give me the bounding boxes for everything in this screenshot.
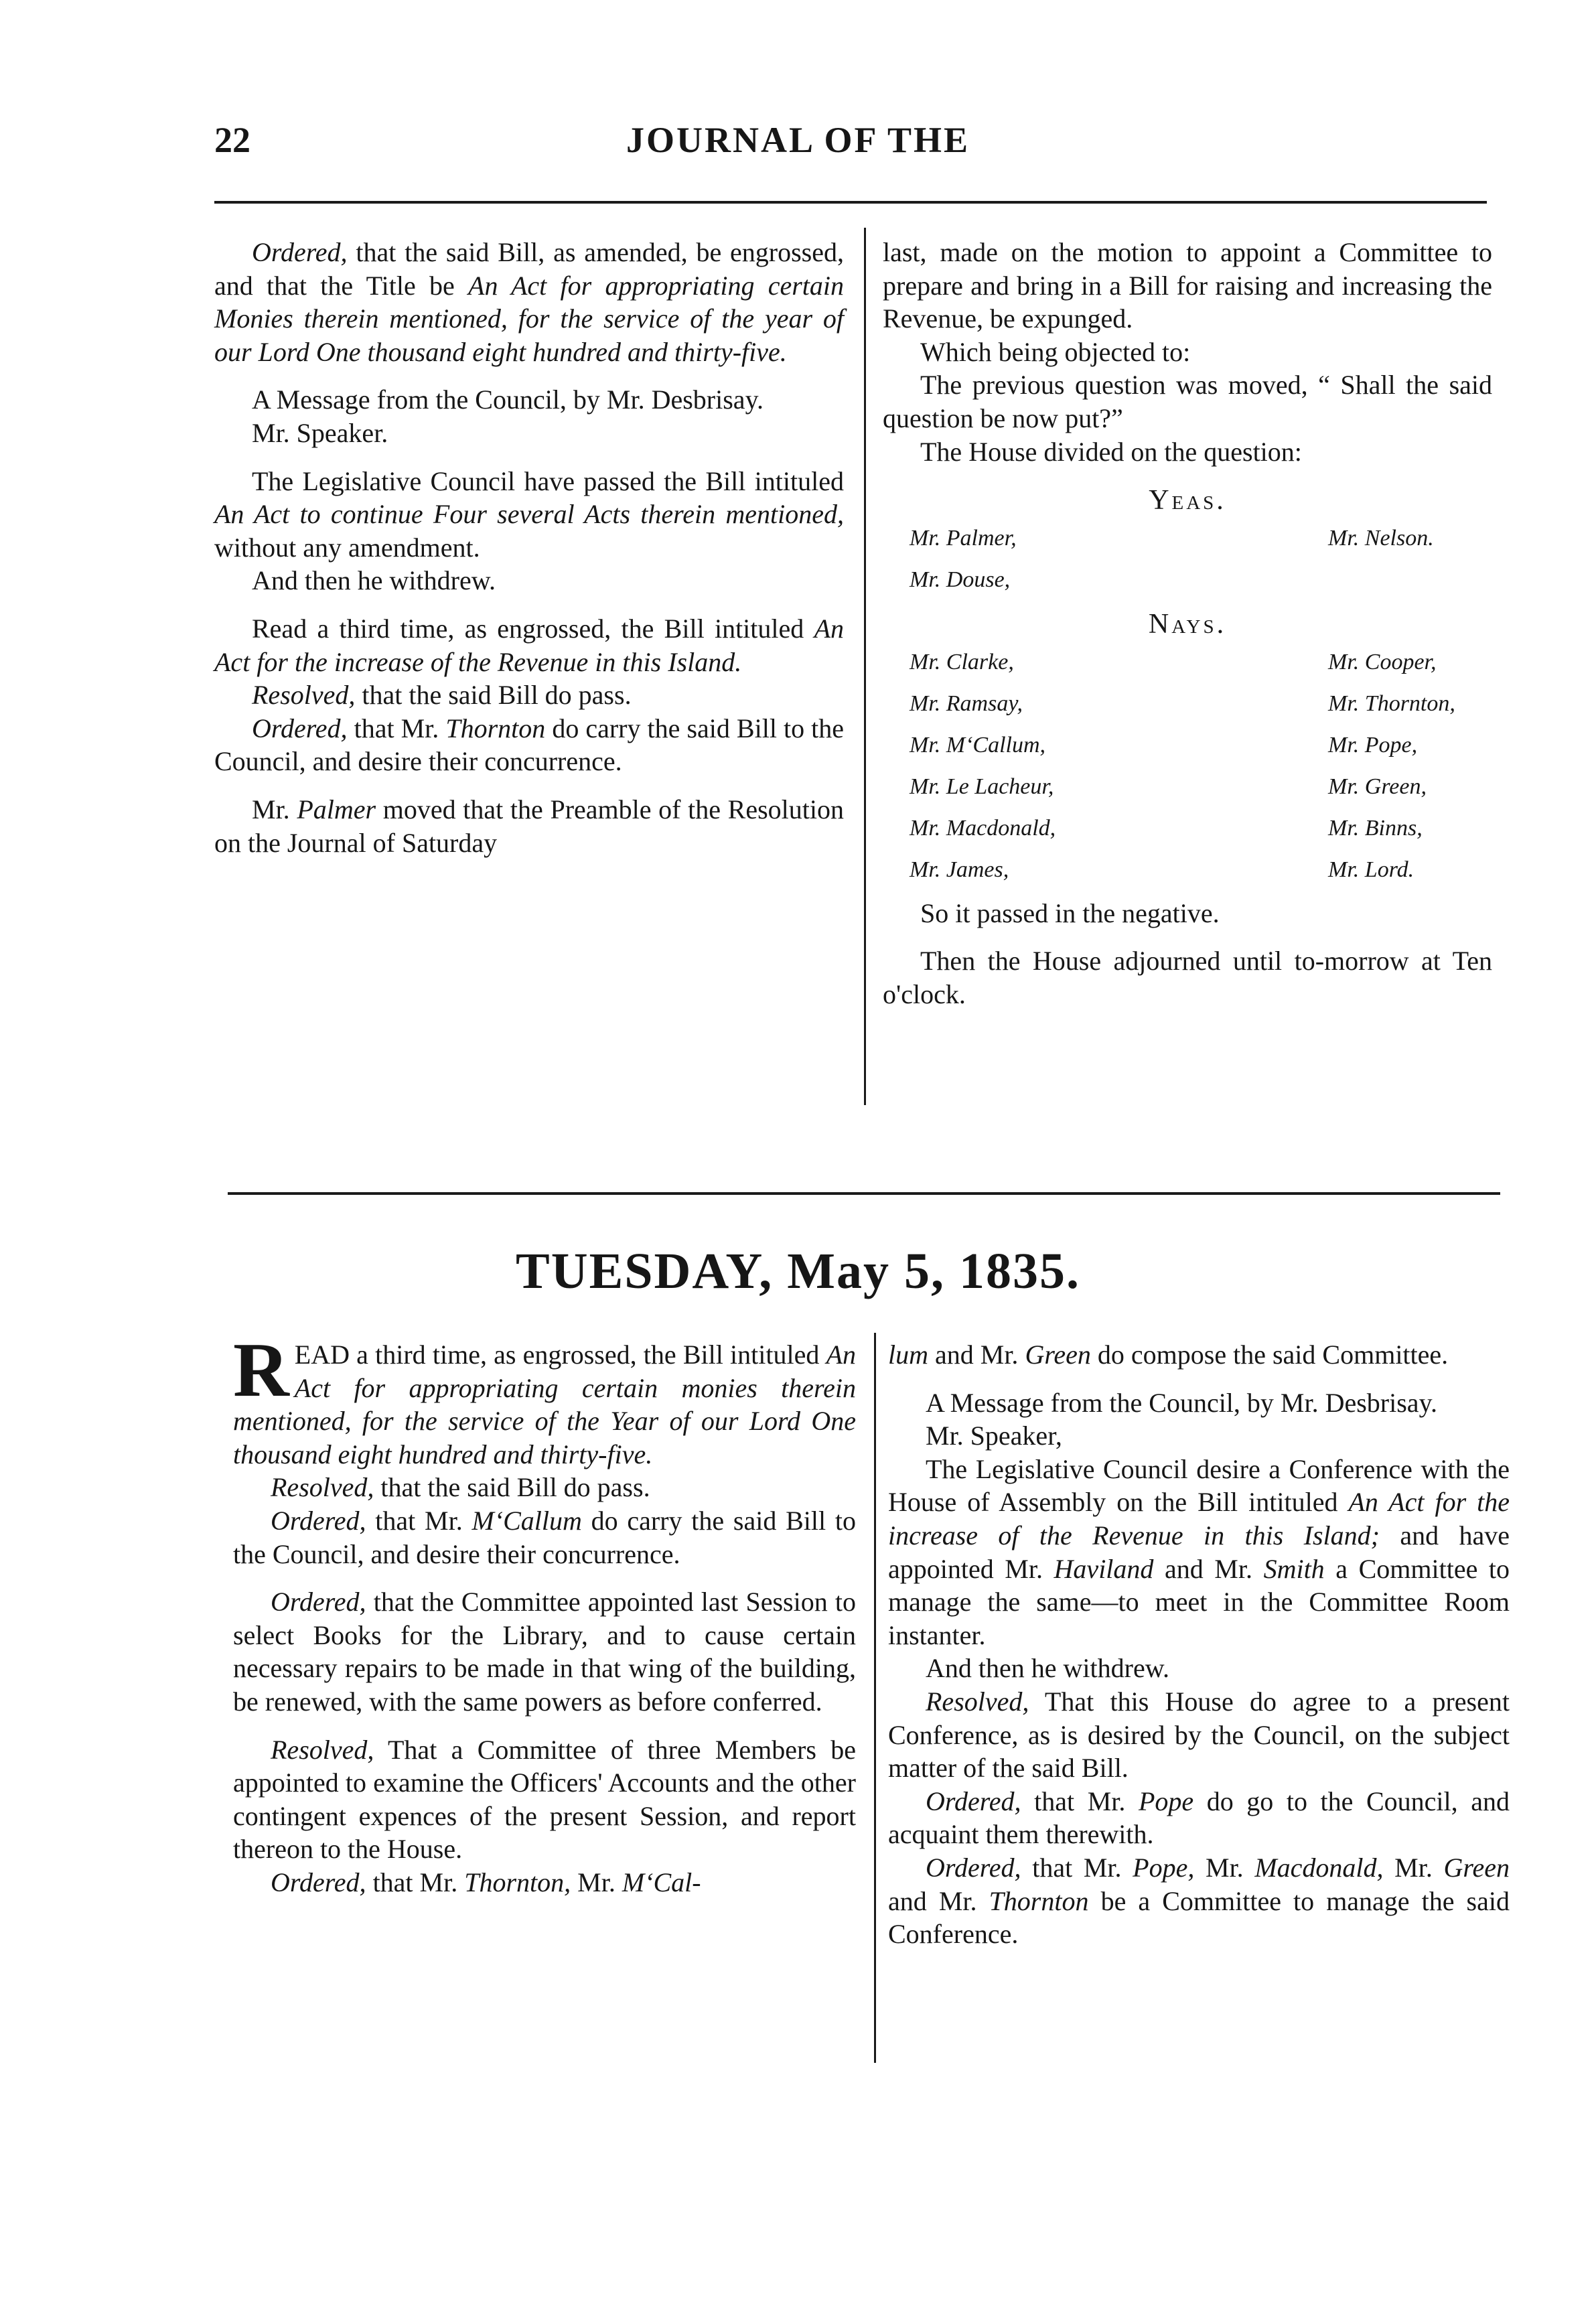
day-heading: TUESDAY, May 5, 1835. bbox=[516, 1243, 1080, 1299]
section-rule bbox=[228, 1192, 1500, 1195]
list-item: Mr. Palmer, bbox=[910, 526, 1017, 551]
list-item: Mr. James, bbox=[910, 857, 1009, 883]
list-item: Mr. Nelson. bbox=[1328, 526, 1434, 551]
list-item: Mr. Clarke, bbox=[910, 649, 1014, 674]
paragraph: The Legislative Council desire a Conference with the House of Assembly on the Bill intituled An Act for the increase of the Revenue in this Island; and have appointed Mr. Haviland and Mr. Smith a Committee to manage the same—to meet in the Committee Room instanter. bbox=[888, 1453, 1510, 1650]
list-item: Mr. Douse, bbox=[910, 567, 1011, 593]
paragraph: Ordered, that Mr. Thornton, Mr. M‘Cal- bbox=[271, 1867, 701, 1897]
list-item: Mr. Lord. bbox=[1328, 857, 1414, 883]
paragraph: Resolved, That a Committee of three Members be appointed to examine the Officers' Accounts and the other contingent expences of the present Session, and report thereon to the House. bbox=[233, 1734, 856, 1865]
paragraph: The previous question was moved, “ Shall the said question be now put?” bbox=[883, 370, 1492, 433]
paragraph: Resolved, That this House do agree to a present Conference, as is desired by the Council, on the subject matter of the said Bill. bbox=[888, 1686, 1510, 1784]
paragraph: lum and Mr. Green do compose the said Committee. bbox=[888, 1340, 1449, 1370]
lower-right-column bbox=[888, 1338, 1510, 1951]
paragraph: A Message from the Council, by Mr. Desbrisay. bbox=[926, 1387, 1437, 1418]
list-item: Mr. M‘Callum, bbox=[910, 732, 1046, 757]
paragraph: Mr. Speaker. bbox=[252, 417, 388, 448]
list-item: Mr. Ramsay, bbox=[910, 691, 1023, 716]
paragraph: Then the House adjourned until to-morrow at Ten o'clock. bbox=[883, 946, 1492, 1009]
paragraph: Read a third time, as engrossed, the Bill intituled An Act for the increase of the Revenue in this Island. bbox=[214, 613, 844, 677]
paragraph: READ a third time, as engrossed, the Bill intituled An Act for appropriating certain monies therein mentioned, for the service of the Year of our Lord One thousand eight hundred and thirty-five. bbox=[233, 1327, 856, 1469]
upper-right-column bbox=[883, 236, 1492, 1025]
paragraph: Which being objected to: bbox=[920, 336, 1191, 367]
upper-left-column bbox=[214, 236, 844, 874]
header-rule bbox=[214, 201, 1487, 204]
list-item: Mr. Green, bbox=[1328, 774, 1427, 800]
page-header bbox=[0, 119, 1596, 173]
lower-left-column bbox=[233, 1327, 856, 1914]
paragraph: And then he withdrew. bbox=[252, 565, 496, 596]
paragraph: So it passed in the negative. bbox=[920, 897, 1220, 928]
paragraph: A Message from the Council, by Mr. Desbrisay. bbox=[252, 384, 764, 415]
list-item: Mr. Binns, bbox=[1328, 816, 1423, 841]
list-item bbox=[1201, 566, 1492, 594]
list-item: Mr. Pope, bbox=[1328, 732, 1418, 757]
drop-cap: R bbox=[233, 1327, 289, 1413]
page-number: 22 bbox=[214, 120, 250, 160]
paragraph: Ordered, that Mr. M‘Callum do carry the said Bill to the Council, and desire their concurrence. bbox=[233, 1505, 856, 1569]
list-item: Mr. Cooper, bbox=[1328, 649, 1437, 674]
running-title: JOURNAL OF THE bbox=[626, 120, 970, 160]
paragraph: And then he withdrew. bbox=[926, 1653, 1169, 1684]
paragraph: Ordered, that Mr. Thornton do carry the said Bill to the Council, and desire their concurrence. bbox=[214, 713, 844, 777]
paragraph: The Legislative Council have passed the Bill intituled An Act to continue Four several Acts therein mentioned, without any amendment. bbox=[214, 465, 844, 563]
nays-heading: Nays. bbox=[1148, 608, 1227, 640]
paragraph: The House divided on the question: bbox=[920, 436, 1302, 467]
list-item: Mr. Le Lacheur, bbox=[910, 774, 1054, 800]
paragraph: Ordered, that the Committee appointed last Session to select Books for the Library, and to cause certain necessary repairs to be made in that wing of the building, be renewed, with the same powers as before conferred. bbox=[233, 1587, 856, 1717]
column-divider bbox=[874, 1333, 876, 2063]
yeas-heading: Yeas. bbox=[1149, 485, 1226, 516]
paragraph: last, made on the motion to appoint a Committee to prepare and bring in a Bill for raising and increasing the Revenue, be expunged. bbox=[883, 237, 1492, 334]
list-item: Mr. Thornton, bbox=[1328, 691, 1455, 716]
paragraph: Ordered, that Mr. Pope do go to the Council, and acquaint them therewith. bbox=[888, 1786, 1510, 1850]
list-item: Mr. Macdonald, bbox=[910, 816, 1056, 841]
column-divider bbox=[864, 228, 866, 1105]
paragraph: Resolved, that the said Bill do pass. bbox=[252, 680, 632, 711]
yeas-list bbox=[910, 524, 1492, 594]
paragraph: Ordered, that Mr. Pope, Mr. Macdonald, Mr. Green and Mr. Thornton be a Committee to manage the said Conference. bbox=[888, 1852, 1510, 1950]
paragraph: Mr. Palmer moved that the Preamble of the Resolution on the Journal of Saturday bbox=[214, 794, 844, 858]
paragraph: Resolved, that the said Bill do pass. bbox=[271, 1472, 650, 1503]
paragraph: Mr. Speaker, bbox=[926, 1421, 1062, 1451]
nays-list bbox=[910, 648, 1492, 885]
paragraph: Ordered, that the said Bill, as amended, be engrossed, and that the Title be An Act for appropriating certain Monies therein mentioned, for the service of the year of our Lord One thousand eight hundred and thirty-five. bbox=[214, 237, 844, 367]
